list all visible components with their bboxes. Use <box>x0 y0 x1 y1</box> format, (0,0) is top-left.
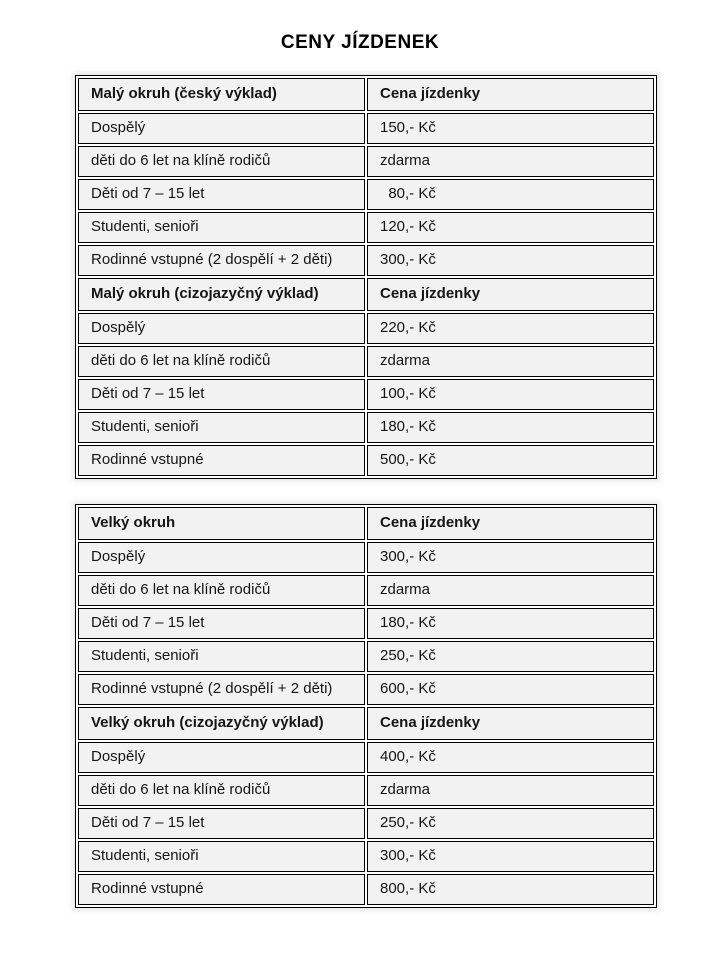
table-row <box>78 379 654 410</box>
maly-okruh-table <box>75 75 657 479</box>
table-row <box>78 146 654 177</box>
row-label-cell: Studenti, senioři <box>78 212 365 243</box>
row-price-cell: 400,- Kč <box>367 742 654 773</box>
row-price-cell: 600,- Kč <box>367 674 654 705</box>
table-row <box>78 445 654 476</box>
section-header-row <box>78 278 654 311</box>
table-row <box>78 575 654 606</box>
row-label-cell: děti do 6 let na klíně rodičů <box>78 575 365 606</box>
row-label-cell: Dospělý <box>78 742 365 773</box>
row-label-cell: Děti od 7 – 15 let <box>78 608 365 639</box>
table-row <box>78 212 654 243</box>
price-header-cell: Cena jízdenky <box>367 507 654 540</box>
row-label-cell: Rodinné vstupné (2 dospělí + 2 děti) <box>78 674 365 705</box>
row-price-cell: 250,- Kč <box>367 641 654 672</box>
row-label-cell: Dospělý <box>78 113 365 144</box>
row-label-cell: Děti od 7 – 15 let <box>78 808 365 839</box>
table-row <box>78 841 654 872</box>
row-label-cell: Děti od 7 – 15 let <box>78 179 365 210</box>
row-label-cell: Rodinné vstupné <box>78 445 365 476</box>
table-row <box>78 313 654 344</box>
price-header-cell: Cena jízdenky <box>367 707 654 740</box>
row-label-cell: Dospělý <box>78 542 365 573</box>
row-label-cell: Studenti, senioři <box>78 641 365 672</box>
row-label-cell: děti do 6 let na klíně rodičů <box>78 146 365 177</box>
table-row <box>78 412 654 443</box>
row-label-cell: Studenti, senioři <box>78 412 365 443</box>
row-label-cell: děti do 6 let na klíně rodičů <box>78 346 365 377</box>
row-label-cell: Dospělý <box>78 313 365 344</box>
row-label-cell: Studenti, senioři <box>78 841 365 872</box>
row-price-cell: 500,- Kč <box>367 445 654 476</box>
table-row <box>78 179 654 210</box>
section-header-row <box>78 507 654 540</box>
row-price-cell: zdarma <box>367 575 654 606</box>
table-row <box>78 245 654 276</box>
row-label-cell: Děti od 7 – 15 let <box>78 379 365 410</box>
table-row <box>78 542 654 573</box>
row-price-cell: 300,- Kč <box>367 542 654 573</box>
row-label-cell: děti do 6 let na klíně rodičů <box>78 775 365 806</box>
section-header-row <box>78 707 654 740</box>
velky-okruh-table <box>75 504 657 908</box>
page-title: CENY JÍZDENEK <box>280 32 440 53</box>
row-price-cell: 180,- Kč <box>367 412 654 443</box>
tables-wrap <box>75 75 657 908</box>
table-row <box>78 608 654 639</box>
row-label-cell: Rodinné vstupné <box>78 874 365 905</box>
row-price-cell: zdarma <box>367 146 654 177</box>
row-price-cell: 80,- Kč <box>367 179 654 210</box>
row-price-cell: zdarma <box>367 346 654 377</box>
table-row <box>78 113 654 144</box>
table-row <box>78 808 654 839</box>
table-row <box>78 742 654 773</box>
row-price-cell: 100,- Kč <box>367 379 654 410</box>
section-title-cell: Velký okruh (cizojazyčný výklad) <box>78 707 365 740</box>
row-price-cell: 800,- Kč <box>367 874 654 905</box>
section-title-cell: Malý okruh (český výklad) <box>78 78 365 111</box>
row-price-cell: 300,- Kč <box>367 245 654 276</box>
price-header-cell: Cena jízdenky <box>367 78 654 111</box>
row-label-cell: Rodinné vstupné (2 dospělí + 2 děti) <box>78 245 365 276</box>
row-price-cell: 250,- Kč <box>367 808 654 839</box>
row-price-cell: 220,- Kč <box>367 313 654 344</box>
row-price-cell: 120,- Kč <box>367 212 654 243</box>
table-row <box>78 674 654 705</box>
section-title-cell: Malý okruh (cizojazyčný výklad) <box>78 278 365 311</box>
table-row <box>78 346 654 377</box>
price-header-cell: Cena jízdenky <box>367 278 654 311</box>
row-price-cell: zdarma <box>367 775 654 806</box>
section-header-row <box>78 78 654 111</box>
row-price-cell: 150,- Kč <box>367 113 654 144</box>
row-price-cell: 180,- Kč <box>367 608 654 639</box>
table-row <box>78 775 654 806</box>
section-title-cell: Velký okruh <box>78 507 365 540</box>
table-row <box>78 641 654 672</box>
table-row <box>78 874 654 905</box>
row-price-cell: 300,- Kč <box>367 841 654 872</box>
